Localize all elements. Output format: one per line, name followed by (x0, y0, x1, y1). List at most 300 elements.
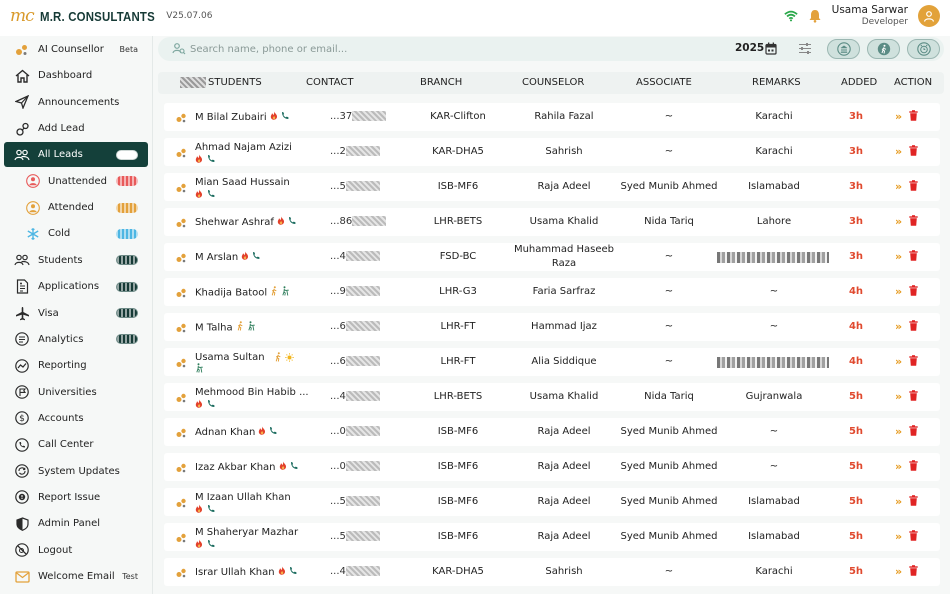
phone-icon (269, 426, 277, 438)
sidebar-item-label: All Leads (38, 149, 83, 161)
trash-icon[interactable] (909, 390, 918, 401)
remarks-cell: ~ (769, 461, 779, 472)
col-counselor[interactable]: COUNSELOR (522, 77, 585, 88)
svg-text:$: $ (19, 414, 25, 425)
trash-icon[interactable] (909, 215, 918, 226)
inline-icons (195, 503, 215, 516)
col-contact[interactable]: CONTACT (306, 77, 354, 88)
trash-icon[interactable] (909, 180, 918, 191)
sidebar-item-label: Dashboard (38, 70, 93, 82)
contact-prefix: ...0 (330, 461, 346, 472)
phone-icon (289, 566, 297, 578)
student-name[interactable]: Ahmad Najam Azizi (195, 142, 292, 153)
home-icon (14, 68, 30, 84)
sidebar-item-welcome-email[interactable] (4, 564, 148, 589)
contact-obscured (346, 286, 380, 296)
avatar[interactable] (918, 5, 940, 27)
open-lead-chevron-icon[interactable]: » (895, 215, 903, 228)
added-time: 3h (848, 251, 864, 262)
student-name-line (195, 216, 296, 228)
unattended-icon (25, 173, 41, 189)
counselor-cell: Usama Khalid (529, 391, 599, 402)
student-name[interactable]: Mian Saad Hussain (195, 177, 290, 188)
contact-prefix: ...5 (330, 496, 346, 507)
contact-prefix: ...4 (330, 251, 346, 262)
trash-icon[interactable] (909, 495, 918, 506)
phone-icon (281, 111, 289, 123)
fire-icon (195, 188, 203, 201)
sidebar-item-label: Cold (48, 228, 71, 240)
sidebar-item-label: Add Lead (38, 123, 85, 135)
open-lead-chevron-icon[interactable]: » (895, 250, 903, 263)
contact-obscured (346, 461, 380, 471)
branch-cell: ISB-MF6 (437, 531, 479, 542)
table-row[interactable] (164, 173, 940, 201)
sidebar-item-label: Welcome Email (38, 571, 115, 582)
student-name[interactable]: M Arslan (195, 252, 239, 263)
associate-cell: ~ (664, 146, 674, 157)
open-lead-chevron-icon[interactable]: » (895, 355, 903, 368)
contact-obscured (346, 531, 380, 541)
branch-cell: FSD-BC (439, 251, 477, 262)
trash-icon[interactable] (909, 355, 918, 366)
flag-icon (14, 384, 30, 400)
sidebar-divider (152, 36, 153, 594)
branch-cell: LHR-FT (440, 321, 476, 332)
col-associate[interactable]: ASSOCIATE (636, 77, 692, 88)
sidebar-item-reporting[interactable] (4, 353, 148, 378)
table-row[interactable] (164, 138, 940, 166)
table-row[interactable] (164, 523, 940, 551)
sidebar-item-visa[interactable] (4, 301, 148, 326)
contact-number (330, 566, 380, 577)
associate-cell: ~ (664, 251, 674, 262)
fire-icon (279, 461, 287, 473)
lead-status-icon (176, 183, 187, 193)
sidebar-item-label: Students (38, 254, 83, 266)
contact-number (330, 321, 380, 332)
lead-status-icon (176, 218, 187, 228)
snowflake-icon (25, 226, 41, 242)
user-info (832, 4, 908, 28)
contact-obscured (346, 146, 380, 156)
fire-icon (195, 398, 203, 411)
inline-icons (195, 398, 215, 411)
added-time: 3h (848, 216, 864, 227)
trash-icon[interactable] (909, 145, 918, 156)
student-name-line (195, 286, 290, 299)
logo[interactable] (10, 6, 212, 26)
student-name-line (195, 251, 260, 263)
ai-icon (14, 42, 30, 58)
count-badge-obscured (116, 150, 138, 160)
sidebar-item-label: AI Counsellor (38, 44, 104, 55)
sidebar-item-all-leads[interactable] (4, 142, 148, 167)
walking-person-icon (877, 42, 891, 56)
students-icon (14, 252, 30, 268)
contact-number (330, 461, 380, 472)
col-students[interactable]: STUDENTS (208, 77, 262, 88)
associate-cell: Syed Munib Ahmed (620, 461, 718, 472)
sidebar-item-tag: Beta (119, 45, 138, 54)
contact-prefix: ...86 (330, 216, 353, 227)
walking-icon (236, 321, 244, 334)
refresh-icon (14, 463, 30, 479)
student-name[interactable]: M Shaheryar Mazhar (195, 527, 299, 538)
contact-prefix: ...5 (330, 181, 346, 192)
sidebar-item-logout[interactable] (4, 538, 148, 563)
branch-cell: LHR-BETS (433, 216, 483, 227)
counselor-cell: Hammad Ijaz (531, 321, 597, 332)
fire-icon (195, 503, 203, 516)
sidebar-item-label: Admin Panel (38, 518, 101, 530)
trash-icon[interactable] (909, 530, 918, 541)
student-name[interactable]: Izaz Akbar Khan (195, 462, 276, 473)
year-selector[interactable]: 2025 (735, 42, 765, 54)
contact-prefix: ...0 (330, 426, 346, 437)
count-badge-obscured (116, 176, 138, 186)
contact-number (330, 181, 380, 192)
trash-icon[interactable] (909, 565, 918, 576)
app-version: V25.07.06 (166, 11, 213, 21)
lead-status-icon (176, 253, 187, 263)
search-user-icon (172, 42, 186, 56)
table-row[interactable] (164, 558, 940, 586)
student-name-line (195, 426, 277, 438)
remarks-obscured (717, 252, 829, 263)
search-bar (158, 37, 944, 61)
sidebar-item-label: Logout (38, 544, 73, 556)
contact-number (330, 251, 380, 262)
col-added[interactable]: ADDED (841, 77, 878, 88)
add-lead-icon (14, 121, 30, 137)
fire-icon (258, 426, 266, 438)
shield-icon (14, 516, 30, 532)
sidebar-item-call-center[interactable] (4, 432, 148, 457)
counselor-cell: Raja Adeel (537, 496, 591, 507)
sidebar-item-label: Accounts (38, 412, 84, 424)
plane-icon (14, 305, 30, 321)
contact-obscured (346, 321, 380, 331)
remarks-cell: Islamabad (748, 496, 800, 507)
student-name-line (195, 461, 298, 473)
walker-icon (247, 321, 256, 334)
brand-name: M.R. CONSULTANTS (39, 8, 155, 24)
added-time: 5h (848, 531, 864, 542)
associate-cell: ~ (664, 356, 674, 367)
inline-icons (195, 153, 215, 166)
walker-icon (281, 286, 290, 299)
open-lead-chevron-icon[interactable]: » (895, 565, 903, 578)
lead-status-icon (176, 113, 187, 123)
phone-icon (252, 251, 260, 263)
branch-cell: LHR-BETS (433, 391, 483, 402)
contact-number (330, 111, 386, 122)
inline-icons (195, 363, 204, 376)
inline-icons (195, 188, 215, 201)
contact-obscured (352, 111, 386, 121)
student-name[interactable]: Israr Ullah Khan (195, 567, 275, 578)
student-name-line (195, 111, 289, 123)
associate-cell: ~ (664, 111, 674, 122)
bell-icon[interactable] (808, 9, 822, 23)
branch-cell: ISB-MF6 (437, 461, 479, 472)
student-name[interactable]: Khadija Batool (195, 287, 268, 299)
contact-number (330, 356, 380, 367)
table-header (158, 72, 944, 94)
open-lead-chevron-icon[interactable]: » (895, 180, 903, 193)
lead-status-icon (176, 568, 187, 578)
document-icon (14, 279, 30, 295)
sidebar-item-universities[interactable] (4, 380, 148, 405)
sidebar-item-add-lead[interactable] (4, 116, 148, 141)
select-all-blur[interactable] (180, 77, 206, 88)
contact-obscured (346, 566, 380, 576)
dollar-icon (14, 410, 30, 426)
contact-obscured (346, 496, 380, 506)
branch-cell: KAR-Clifton (430, 111, 486, 122)
count-badge-obscured (116, 282, 138, 292)
associate-cell: Syed Munib Ahmed (620, 426, 718, 437)
lead-status-icon (176, 463, 187, 473)
table-row[interactable] (164, 243, 940, 271)
branch-cell: ISB-MF6 (437, 426, 479, 437)
calendar-icon[interactable] (765, 42, 777, 55)
logo-mark: mc (10, 6, 34, 26)
lead-status-icon (176, 148, 187, 158)
table-row[interactable] (164, 208, 940, 236)
phone-icon (207, 538, 215, 551)
added-time: 5h (848, 496, 864, 507)
added-time: 5h (848, 461, 864, 472)
count-badge-obscured (116, 229, 138, 239)
open-lead-chevron-icon[interactable]: » (895, 145, 903, 158)
sun-icon (285, 352, 294, 365)
added-time: 5h (848, 566, 864, 577)
counselor-cell: Alia Siddique (531, 356, 597, 367)
inline-icons (271, 351, 294, 365)
counselor-cell: Raja Adeel (537, 531, 591, 542)
added-time: 4h (848, 321, 864, 332)
open-lead-chevron-icon[interactable]: » (895, 285, 903, 298)
sidebar-item-label: Analytics (38, 333, 84, 345)
table-row[interactable] (164, 278, 940, 306)
branch-cell: KAR-DHA5 (432, 146, 484, 157)
remarks-obscured (717, 357, 829, 368)
count-badge-obscured (116, 203, 138, 213)
student-name[interactable]: Mehmood Bin Habib ... (195, 387, 309, 398)
table-row[interactable] (164, 488, 940, 516)
branch-cell: KAR-DHA5 (432, 566, 484, 577)
remarks-cell: ~ (769, 426, 779, 437)
phone-icon (14, 437, 30, 453)
sidebar-item-tag: Test (122, 572, 138, 581)
student-name-line (195, 566, 297, 578)
sidebar-item-label: System Updates (38, 465, 120, 477)
contact-obscured (346, 391, 380, 401)
col-remarks[interactable]: REMARKS (752, 77, 801, 88)
remarks-cell: Gujranwala (745, 391, 803, 402)
table-row[interactable] (164, 103, 940, 131)
col-branch[interactable]: BRANCH (420, 77, 463, 88)
student-name[interactable]: M Bilal Zubairi (195, 112, 267, 123)
sidebar-item-label: Report Issue (38, 491, 101, 503)
walking-icon (270, 286, 278, 299)
remarks-cell: Karachi (755, 566, 793, 577)
filter-sliders-icon[interactable] (798, 42, 812, 55)
open-lead-chevron-icon[interactable]: » (895, 320, 903, 333)
trash-icon[interactable] (909, 285, 918, 296)
remarks-cell: Islamabad (748, 181, 800, 192)
table-row[interactable] (164, 313, 940, 341)
open-lead-chevron-icon[interactable]: » (895, 530, 903, 543)
fire-icon (278, 566, 286, 578)
fire-icon (195, 153, 203, 166)
contact-number (330, 496, 380, 507)
counselor-cell: Usama Khalid (529, 216, 599, 227)
remarks-cell: ~ (769, 286, 779, 297)
user-name: Usama Sarwar (831, 4, 908, 16)
branch-cell: LHR-FT (440, 356, 476, 367)
trash-icon[interactable] (909, 320, 918, 331)
contact-prefix: ...5 (330, 531, 346, 542)
student-name[interactable]: M Talha (195, 322, 233, 334)
chart-line-icon (14, 358, 30, 374)
associate-cell: Syed Munib Ahmed (620, 531, 718, 542)
added-time: 4h (848, 356, 864, 367)
student-name[interactable]: Shehwar Ashraf (195, 217, 274, 228)
associate-cell: Syed Munib Ahmed (620, 181, 718, 192)
sidebar-item-label: Visa (38, 307, 59, 319)
associate-cell: ~ (664, 286, 674, 297)
remarks-cell: ~ (769, 321, 779, 332)
sidebar-item-students[interactable] (4, 248, 148, 273)
remarks-cell: Islamabad (748, 531, 800, 542)
lead-status-icon (176, 533, 187, 543)
sidebar-item-analytics[interactable] (4, 327, 148, 352)
open-lead-chevron-icon[interactable]: » (895, 390, 903, 403)
sidebar-item-unattended[interactable] (4, 169, 148, 194)
lead-status-icon (176, 428, 187, 438)
users-icon (14, 147, 30, 163)
sidebar-item-label: Universities (38, 386, 97, 398)
table-row[interactable] (164, 348, 940, 376)
count-badge-obscured (116, 308, 138, 318)
branch-cell: ISB-MF6 (437, 496, 479, 507)
sidebar-item-dashboard[interactable] (4, 63, 148, 88)
sidebar-item-cold[interactable] (4, 221, 148, 246)
logout-icon (14, 542, 30, 558)
open-lead-chevron-icon[interactable]: » (895, 495, 903, 508)
associate-cell: Syed Munib Ahmed (620, 496, 718, 507)
table-row[interactable] (164, 418, 940, 446)
alarm-clock-icon (917, 42, 931, 56)
sidebar-item-attended[interactable] (4, 195, 148, 220)
table-row[interactable] (164, 383, 940, 411)
university-filter-button[interactable] (827, 39, 860, 59)
search-input[interactable] (190, 40, 630, 58)
sidebar-item-label: Applications (38, 281, 100, 293)
sidebar-item-label: Call Center (38, 439, 94, 451)
counselor-cell: Faria Sarfraz (532, 286, 596, 297)
col-action[interactable]: ACTION (894, 77, 933, 88)
sidebar-item-admin-panel[interactable] (4, 511, 148, 536)
walkin-filter-button[interactable] (867, 39, 900, 59)
sidebar-item-ai-counsellor[interactable] (4, 37, 148, 62)
open-lead-chevron-icon[interactable]: » (895, 460, 903, 473)
counselor-cell: Sahrish (545, 566, 583, 577)
contact-prefix: ...4 (330, 566, 346, 577)
sidebar-item-label: Unattended (48, 175, 107, 187)
remarks-cell: Karachi (755, 146, 793, 157)
sidebar-item-system-updates[interactable] (4, 459, 148, 484)
fire-icon (270, 111, 278, 123)
attended-icon (25, 200, 41, 216)
added-time: 4h (848, 286, 864, 297)
analytics-icon (14, 331, 30, 347)
contact-prefix: ...6 (330, 321, 346, 332)
open-lead-chevron-icon[interactable]: » (895, 110, 903, 123)
fire-icon (241, 251, 249, 263)
open-lead-chevron-icon[interactable]: » (895, 425, 903, 438)
walker-icon (195, 363, 204, 376)
trash-icon[interactable] (909, 460, 918, 471)
sidebar-item-label: Reporting (38, 360, 87, 372)
walking-icon (274, 352, 282, 365)
student-name-line (195, 321, 256, 334)
count-badge-obscured (116, 334, 138, 344)
contact-prefix: ...37 (330, 111, 353, 122)
added-time: 5h (848, 391, 864, 402)
trash-icon[interactable] (909, 425, 918, 436)
sidebar-item-accounts[interactable] (4, 406, 148, 431)
sidebar-item-report-issue[interactable] (4, 485, 148, 510)
contact-number (330, 216, 386, 227)
branch-cell: LHR-G3 (439, 286, 477, 297)
sidebar-item-announcements[interactable] (4, 90, 148, 115)
table-row[interactable] (164, 453, 940, 481)
contact-obscured (346, 356, 380, 366)
phone-icon (288, 216, 296, 228)
contact-prefix: ...2 (330, 146, 346, 157)
lead-status-icon (176, 498, 187, 508)
counselor-cell: Raja Adeel (537, 426, 591, 437)
counselor-cell: Raja Adeel (537, 461, 591, 472)
remarks-cell: Karachi (755, 111, 793, 122)
sidebar-item-applications[interactable] (4, 274, 148, 299)
remarks-cell: Lahore (756, 216, 792, 227)
counselor-cell: Rahila Fazal (534, 111, 594, 122)
contact-obscured (352, 216, 386, 226)
associate-cell: Nida Tariq (644, 216, 694, 227)
bank-icon (837, 42, 851, 56)
alarm-filter-button[interactable] (907, 39, 940, 59)
student-name[interactable]: M Izaan Ullah Khan (195, 492, 291, 503)
associate-cell: Nida Tariq (644, 391, 694, 402)
counselor-cell: Sahrish (545, 146, 583, 157)
added-time: 3h (848, 111, 864, 122)
trash-icon[interactable] (909, 110, 918, 121)
user-icon (923, 10, 935, 22)
branch-cell: ISB-MF6 (437, 181, 479, 192)
contact-number (330, 426, 380, 437)
contact-number (330, 531, 380, 542)
student-name[interactable]: Usama Sultan (195, 352, 265, 363)
phone-icon (207, 188, 215, 201)
contact-prefix: ...9 (330, 286, 346, 297)
trash-icon[interactable] (909, 250, 918, 261)
student-name[interactable]: Adnan Khan (195, 427, 256, 438)
